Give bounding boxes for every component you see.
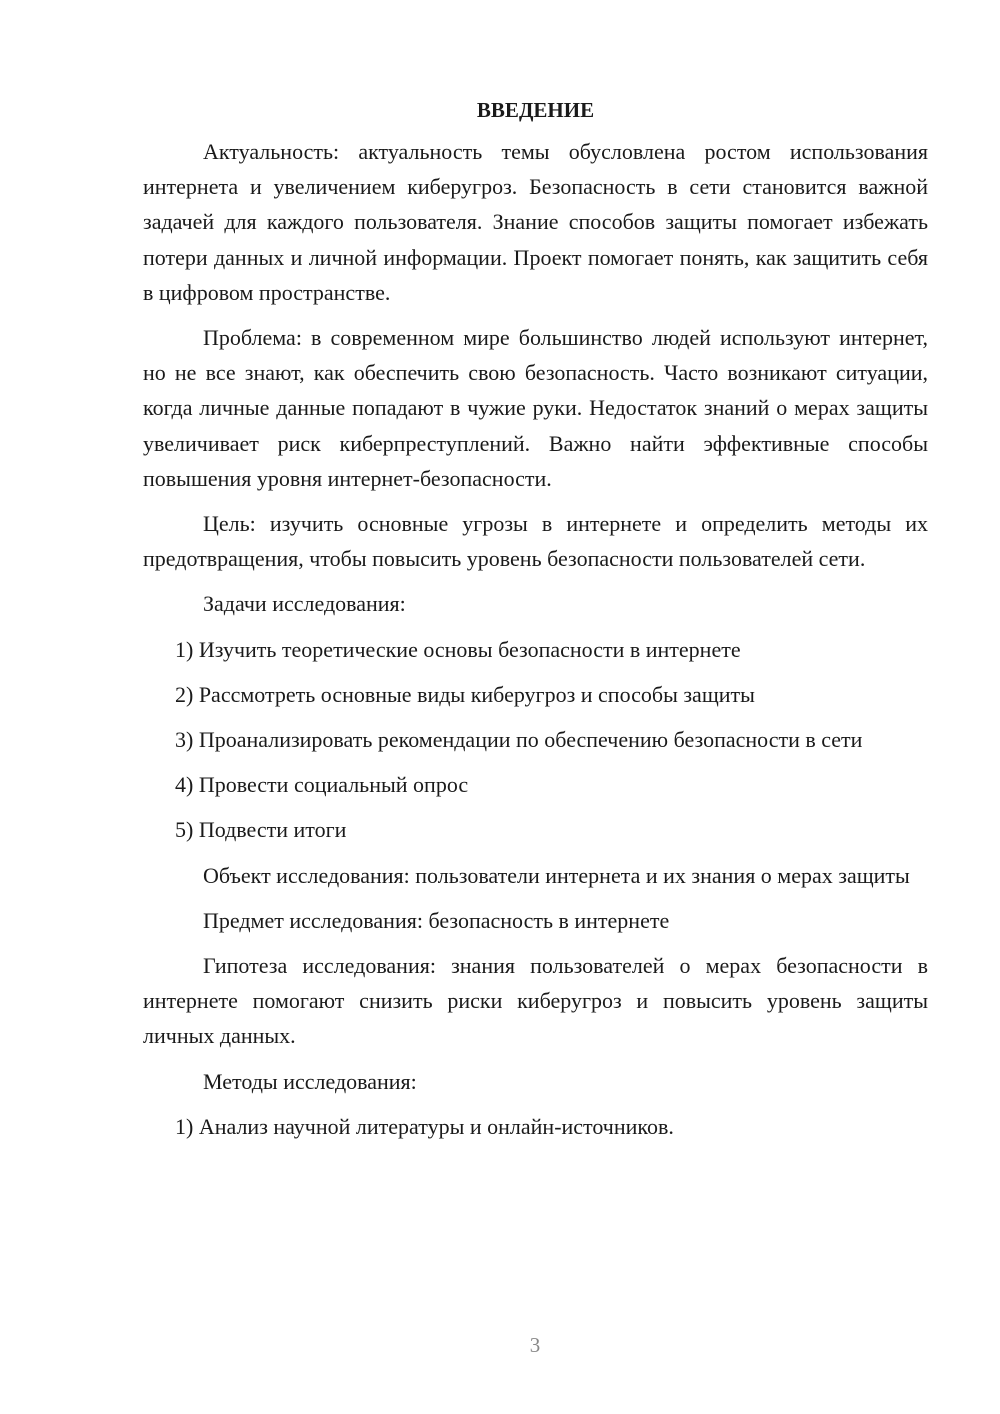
relevance-paragraph: Актуальность: актуальность темы обусловлена ростом использования интернета и увеличением киберугроз. Безопасность в сети становится важной задачей для каждого пользователя. Знание способов защиты помогает избежать потери данных и личной информации. Проект помогает понять, как защитить себя в цифровом пространстве. — [143, 139, 928, 305]
goal-paragraph: Цель: изучить основные угрозы в интернете и определить методы их предотвращения, чтобы повысить уровень безопасности пользователей сети. — [143, 511, 928, 572]
subject-paragraph: Предмет исследования: безопасность в интернете — [203, 907, 670, 933]
task-item-1: 1) Изучить теоретические основы безопасности в интернете — [175, 636, 741, 662]
task-item-2: 2) Рассмотреть основные виды киберугроз и способы защиты — [175, 681, 755, 707]
hypothesis-paragraph: Гипотеза исследования: знания пользователей о мерах безопасности в интернете помогают снизить риски киберугроз и повысить уровень защиты личных данных. — [143, 953, 928, 1049]
problem-paragraph: Проблема: в современном мире большинство людей используют интернет, но не все знают, как обеспечить свою безопасность. Часто возникают ситуации, когда личные данные попадают в чужие руки. Недостаток знаний о мерах защиты увеличивает риск киберпреступлений. Важно найти эффективные способы повышения уровня интернет-безопасности. — [143, 325, 928, 491]
task-item-3: 3) Проанализировать рекомендации по обеспечению безопасности в сети — [175, 727, 863, 753]
section-heading: ВВЕДЕНИЕ — [476, 98, 595, 122]
task-item-4: 4) Провести социальный опрос — [175, 772, 469, 798]
page-content — [143, 93, 928, 1154]
method-item-1: 1) Анализ научной литературы и онлайн-источников. — [175, 1113, 674, 1139]
tasks-label: Задачи исследования: — [203, 591, 406, 617]
task-item-5: 5) Подвести итоги — [175, 817, 347, 843]
methods-label: Методы исследования: — [203, 1068, 417, 1094]
page-number: 3 — [529, 1333, 541, 1357]
object-paragraph: Объект исследования: пользователи интернета и их знания о мерах защиты — [203, 862, 910, 888]
